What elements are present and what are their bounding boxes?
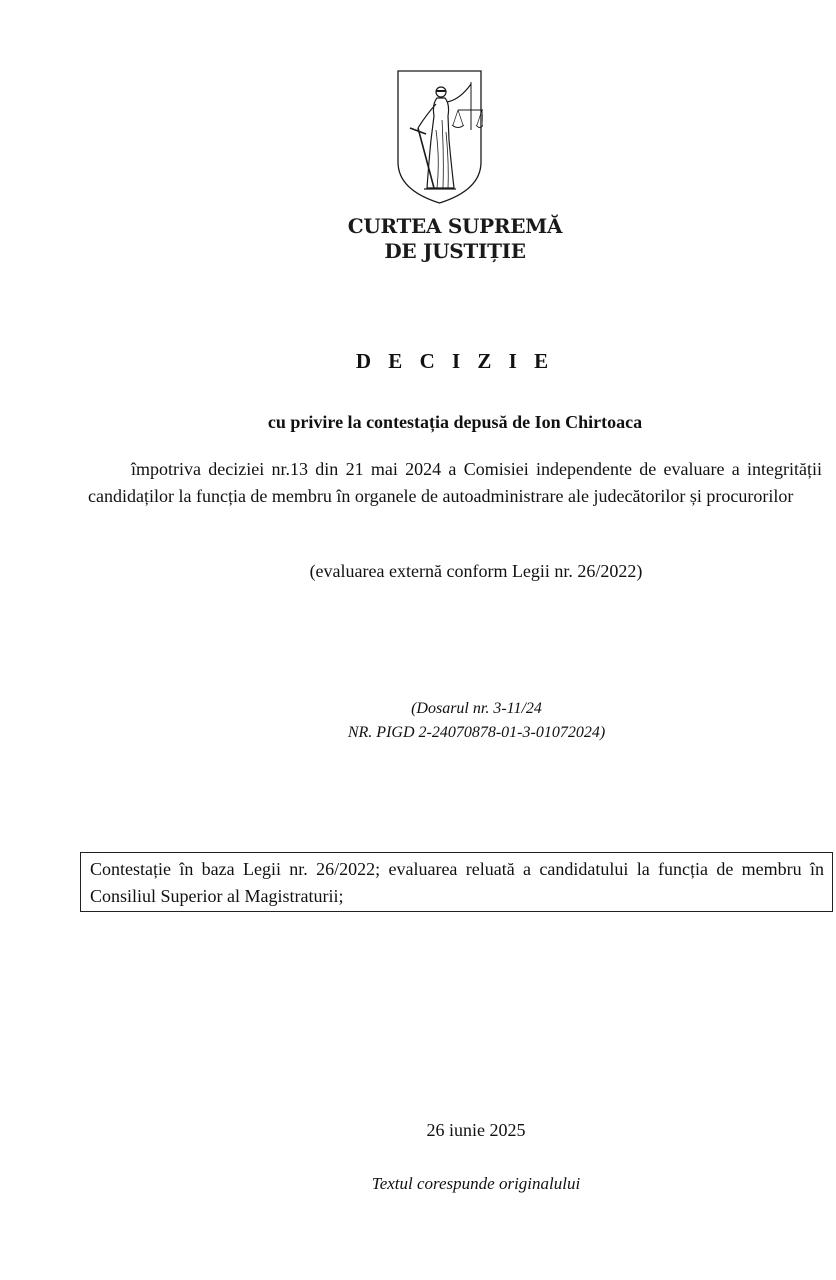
- court-name-line1: CURTEA SUPREMĂ: [347, 214, 563, 238]
- dossier-reference: [300, 697, 653, 745]
- pigd-number: NR. PIGD 2-24070878-01-3-01072024): [347, 724, 606, 741]
- court-name-line2: DE JUSTIȚIE: [384, 239, 526, 263]
- evaluation-note: (evaluarea externă conform Legii nr. 26/2022): [309, 561, 643, 581]
- court-name: [330, 214, 580, 264]
- document-date: 26 iunie 2025: [426, 1120, 526, 1140]
- document-body-paragraph: împotriva deciziei nr.13 din 21 mai 2024 a Comisiei independente de evaluare a integrității candidaților la funcția de membru în organele de autoadministrare ale judecătorilor și procurorilor: [88, 459, 822, 506]
- dossier-number: (Dosarul nr. 3-11/24: [411, 700, 542, 717]
- certification-note: Textul corespunde originalului: [371, 1174, 581, 1193]
- document-title: D E C I Z I E: [355, 349, 555, 373]
- themis-justice-emblem-icon: [396, 70, 483, 204]
- document-subject: cu privire la contestația depusă de Ion Chirtoaca: [267, 412, 643, 432]
- summary-box: Contestație în baza Legii nr. 26/2022; evaluarea reluată a candidatului la funcția de membru în Consiliul Superior al Magistraturii;: [80, 852, 833, 912]
